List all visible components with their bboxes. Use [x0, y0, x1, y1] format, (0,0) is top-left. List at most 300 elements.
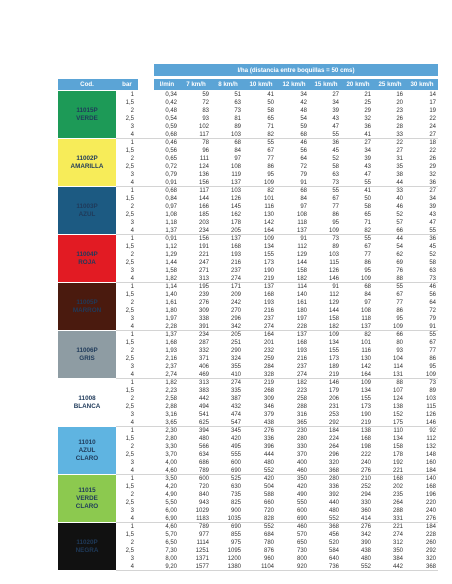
value-cell: 55: [364, 236, 371, 242]
value-cell: 1371: [195, 556, 209, 562]
value-cell: 414: [360, 516, 371, 522]
value-cell: 108: [296, 212, 307, 218]
pressure-cell: 3: [130, 508, 134, 514]
value-cell: 228: [425, 532, 436, 538]
value-cell: 600: [296, 508, 307, 514]
value-cell: 287: [198, 340, 209, 346]
value-cell: 552: [263, 524, 274, 530]
value-cell: 173: [263, 260, 274, 266]
nozzle-code: [58, 107, 116, 123]
value-cell: 288: [392, 508, 403, 514]
pressure-cell: 3: [130, 124, 134, 130]
value-cell: 552: [360, 564, 371, 570]
value-cell: 72: [429, 308, 436, 314]
value-cell: 36: [429, 236, 436, 242]
pressure-cell: 1,5: [125, 100, 134, 106]
value-cell: 79: [300, 172, 307, 178]
value-cell: 276: [360, 468, 371, 474]
value-cell: 221: [198, 252, 209, 258]
pressure-cell: 4: [130, 564, 134, 570]
group-separator: [116, 426, 438, 427]
value-cell: 43: [364, 164, 371, 170]
value-cell: 550: [296, 500, 307, 506]
value-cell: 46: [300, 140, 307, 146]
value-cell: 184: [328, 428, 339, 434]
pressure-cell: 1,5: [125, 436, 134, 442]
value-cell: 228: [296, 324, 307, 330]
value-cell: 112: [329, 292, 339, 298]
value-cell: 175: [392, 420, 403, 426]
value-cell: 320: [425, 556, 436, 562]
value-cell: 193: [296, 348, 307, 354]
pressure-cell: 2,5: [125, 116, 134, 122]
pressure-cell: 2: [130, 492, 134, 498]
value-cell: 117: [199, 188, 209, 194]
value-cell: 1,37: [165, 332, 177, 338]
value-cell: 119: [231, 172, 241, 178]
value-cell: 2,16: [165, 356, 177, 362]
nozzle-code: [58, 155, 116, 171]
value-cell: 280: [296, 436, 307, 442]
value-cell: 112: [426, 436, 436, 442]
value-cell: 93: [396, 348, 403, 354]
value-cell: 5,50: [165, 500, 177, 506]
pressure-cell: 2,5: [125, 548, 134, 554]
value-cell: 47: [429, 220, 436, 226]
pressure-cell: 4: [130, 228, 134, 234]
group-separator: [116, 234, 438, 235]
value-cell: 162: [230, 212, 241, 218]
pressure-cell: 1: [130, 524, 134, 530]
value-cell: 86: [429, 356, 436, 362]
value-cell: 36: [429, 180, 436, 186]
value-cell: 271: [198, 268, 209, 274]
nozzle-code-line: CLARO: [75, 455, 99, 462]
pressure-cell: 1: [130, 236, 134, 242]
value-cell: 330: [360, 500, 371, 506]
value-cell: 0,54: [165, 116, 177, 122]
col-header-8kmh: 8 km/h: [212, 79, 244, 90]
value-cell: 114: [393, 364, 403, 370]
value-cell: 330: [296, 444, 307, 450]
value-cell: 480: [198, 436, 209, 442]
value-cell: 876: [263, 548, 274, 554]
value-cell: 368: [425, 564, 436, 570]
nozzle-code: [58, 203, 116, 219]
value-cell: 103: [328, 252, 339, 258]
value-cell: 205: [230, 332, 241, 338]
value-cell: 40: [396, 196, 403, 202]
value-cell: 342: [230, 324, 241, 330]
col-header-cod: Cod.: [58, 79, 116, 90]
value-cell: 219: [328, 372, 339, 378]
value-cell: 0,68: [165, 132, 177, 138]
value-cell: 190: [263, 268, 274, 274]
value-cell: 58: [364, 204, 371, 210]
value-cell: 56: [300, 148, 307, 154]
value-cell: 55: [332, 132, 339, 138]
pressure-cell: 1,5: [125, 388, 134, 394]
value-cell: 86: [267, 164, 274, 170]
value-cell: 205: [230, 228, 241, 234]
value-cell: 109: [392, 324, 403, 330]
value-cell: 26: [429, 156, 436, 162]
nozzle-code: [58, 487, 116, 511]
value-cell: 89: [234, 124, 241, 130]
nozzle-code-line: 11010: [78, 439, 96, 446]
value-cell: 145: [230, 204, 241, 210]
value-cell: 62: [396, 252, 403, 258]
value-cell: 264: [328, 444, 339, 450]
value-cell: 84: [364, 292, 371, 298]
value-cell: 155: [360, 396, 371, 402]
value-cell: 148: [425, 452, 436, 458]
pressure-cell: 2,5: [125, 356, 134, 362]
value-cell: 237: [230, 268, 241, 274]
value-cell: 264: [392, 500, 403, 506]
value-cell: 168: [360, 436, 371, 442]
value-cell: 69: [396, 260, 403, 266]
value-cell: 855: [230, 532, 241, 538]
value-cell: 73: [332, 180, 339, 186]
value-cell: 1,82: [165, 380, 177, 386]
value-cell: 4,00: [165, 460, 177, 466]
value-cell: 86: [396, 308, 403, 314]
value-cell: 1,40: [165, 292, 177, 298]
value-cell: 2,23: [165, 388, 177, 394]
nozzle-code: [58, 439, 116, 463]
value-cell: 19: [429, 108, 436, 114]
value-cell: 223: [296, 388, 307, 394]
group-separator: [116, 522, 438, 523]
value-cell: 28: [396, 124, 403, 130]
value-cell: 89: [332, 244, 339, 250]
pressure-cell: 2: [130, 444, 134, 450]
value-cell: 2,80: [165, 436, 177, 442]
value-cell: 136: [198, 172, 209, 178]
pressure-cell: 2: [130, 252, 134, 258]
value-cell: 390: [360, 540, 371, 546]
value-cell: 316: [296, 412, 307, 418]
value-cell: 164: [263, 228, 274, 234]
value-cell: 22: [429, 116, 436, 122]
pressure-cell: 2,5: [125, 500, 134, 506]
value-cell: 690: [296, 516, 307, 522]
pressure-cell: 1: [130, 188, 134, 194]
value-cell: 164: [360, 372, 371, 378]
value-cell: 109: [360, 276, 371, 282]
value-cell: 52: [396, 212, 403, 218]
pressure-cell: 2: [130, 108, 134, 114]
value-cell: 44: [396, 180, 403, 186]
value-cell: 1183: [196, 516, 209, 522]
value-cell: 22: [396, 140, 403, 146]
value-cell: 231: [328, 404, 339, 410]
value-cell: 54: [300, 116, 307, 122]
group-separator: [116, 330, 438, 331]
value-cell: 280: [328, 476, 339, 482]
nozzle-code-line: 11015P: [76, 107, 98, 114]
value-cell: 379: [263, 412, 274, 418]
value-cell: 160: [425, 460, 436, 466]
value-cell: 137: [263, 284, 274, 290]
value-cell: 371: [198, 356, 209, 362]
value-cell: 156: [198, 236, 209, 242]
value-cell: 103: [425, 396, 436, 402]
pressure-cell: 3: [130, 412, 134, 418]
value-cell: 126: [425, 412, 436, 418]
value-cell: 166: [198, 204, 209, 210]
value-cell: 2,30: [165, 428, 177, 434]
value-cell: 394: [198, 428, 209, 434]
value-cell: 460: [296, 468, 307, 474]
value-cell: 268: [263, 388, 274, 394]
value-cell: 102: [198, 124, 209, 130]
value-cell: 1,82: [165, 276, 177, 282]
value-cell: 27: [332, 92, 339, 98]
value-cell: 168: [296, 340, 307, 346]
value-cell: 828: [263, 516, 274, 522]
pressure-cell: 4: [130, 468, 134, 474]
value-cell: 840: [198, 492, 209, 498]
value-cell: 240: [360, 460, 371, 466]
nozzle-code-line: NEGRA: [75, 547, 99, 554]
value-cell: 541: [198, 412, 209, 418]
value-cell: 45: [429, 244, 436, 250]
value-cell: 1,37: [165, 228, 177, 234]
value-cell: 95: [267, 172, 274, 178]
value-cell: 51: [234, 92, 241, 98]
value-cell: 570: [296, 532, 307, 538]
value-cell: 650: [296, 540, 307, 546]
value-cell: 387: [230, 396, 241, 402]
value-cell: 1,12: [165, 244, 177, 250]
value-cell: 3,16: [165, 412, 177, 418]
value-cell: 9,20: [165, 564, 177, 570]
value-cell: 391: [198, 324, 209, 330]
value-cell: 566: [198, 444, 209, 450]
value-cell: 3,70: [165, 452, 177, 458]
value-cell: 155: [263, 252, 274, 258]
value-cell: 80: [396, 340, 403, 346]
value-cell: 45: [332, 148, 339, 154]
value-cell: 1,29: [165, 252, 177, 258]
value-cell: 52: [429, 252, 436, 258]
value-cell: 260: [425, 540, 436, 546]
value-cell: 58: [332, 164, 339, 170]
value-cell: 55: [396, 284, 403, 290]
value-cell: 552: [328, 516, 339, 522]
value-cell: 825: [230, 500, 241, 506]
value-cell: 86: [364, 260, 371, 266]
value-cell: 294: [360, 492, 371, 498]
value-cell: 96: [202, 148, 209, 154]
value-cell: 1577: [195, 564, 209, 570]
value-cell: 6,90: [165, 516, 177, 522]
value-cell: 4,20: [165, 484, 177, 490]
value-cell: 130: [263, 212, 274, 218]
value-cell: 900: [230, 508, 241, 514]
value-cell: 259: [263, 356, 274, 362]
value-cell: 368: [328, 468, 339, 474]
value-cell: 4,60: [165, 524, 177, 530]
pressure-cell: 3: [130, 172, 134, 178]
value-cell: 55: [429, 332, 436, 338]
value-cell: 68: [300, 188, 307, 194]
value-cell: 2,28: [165, 324, 177, 330]
nozzle-code-line: BLANCA: [73, 403, 101, 410]
value-cell: 193: [230, 252, 241, 258]
value-cell: 1,44: [165, 260, 177, 266]
pressure-cell: 2: [130, 156, 134, 162]
value-cell: 420: [263, 476, 274, 482]
value-cell: 109: [425, 372, 436, 378]
value-cell: 328: [263, 372, 274, 378]
group-separator: [116, 138, 438, 139]
value-cell: 65: [267, 116, 274, 122]
value-cell: 55: [267, 140, 274, 146]
value-cell: 109: [360, 380, 371, 386]
value-cell: 82: [364, 228, 371, 234]
value-cell: 72: [202, 100, 209, 106]
value-cell: 95: [332, 220, 339, 226]
value-cell: 600: [230, 460, 241, 466]
value-cell: 197: [296, 316, 307, 322]
value-cell: 97: [364, 300, 371, 306]
value-cell: 296: [328, 452, 339, 458]
value-cell: 91: [332, 284, 339, 290]
value-cell: 296: [230, 316, 241, 322]
pressure-cell: 2: [130, 348, 134, 354]
value-cell: 56: [429, 292, 436, 298]
value-cell: 292: [425, 548, 436, 554]
value-cell: 63: [332, 172, 339, 178]
value-cell: 469: [198, 372, 209, 378]
value-cell: 109: [328, 228, 339, 234]
col-header-12kmh: 12 km/h: [278, 79, 310, 90]
value-cell: 68: [364, 284, 371, 290]
value-cell: 420: [296, 484, 307, 490]
value-cell: 23: [396, 108, 403, 114]
value-cell: 547: [230, 420, 241, 426]
pressure-cell: 2: [130, 204, 134, 210]
pressure-cell: 4: [130, 420, 134, 426]
value-cell: 138: [392, 404, 403, 410]
value-cell: 3,65: [165, 420, 177, 426]
value-cell: 137: [360, 324, 371, 330]
value-cell: 216: [230, 260, 241, 266]
value-cell: 780: [263, 540, 274, 546]
value-cell: 4,60: [165, 468, 177, 474]
value-cell: 442: [392, 564, 403, 570]
pressure-cell: 3: [130, 460, 134, 466]
pressure-cell: 3: [130, 556, 134, 562]
value-cell: 420: [230, 436, 241, 442]
value-cell: 2,37: [165, 364, 177, 370]
value-cell: 27: [364, 140, 371, 146]
value-cell: 178: [392, 452, 403, 458]
value-cell: 84: [300, 196, 307, 202]
col-header-20kmh: 20 km/h: [342, 79, 374, 90]
value-cell: 82: [267, 188, 274, 194]
value-cell: 18: [429, 140, 436, 146]
value-cell: 1,18: [165, 220, 177, 226]
value-cell: 46: [396, 204, 403, 210]
value-cell: 209: [230, 292, 241, 298]
nozzle-code-line: 11008: [78, 395, 96, 402]
value-cell: 191: [198, 244, 209, 250]
value-cell: 103: [230, 188, 241, 194]
value-cell: 26: [396, 116, 403, 122]
value-cell: 290: [230, 348, 241, 354]
value-cell: 234: [198, 332, 209, 338]
value-cell: 50: [267, 100, 274, 106]
value-cell: 35: [396, 164, 403, 170]
value-cell: 350: [296, 476, 307, 482]
value-cell: 977: [198, 532, 209, 538]
value-cell: 42: [300, 100, 307, 106]
value-cell: 39: [364, 156, 371, 162]
value-cell: 41: [267, 92, 274, 98]
value-cell: 0,72: [165, 164, 177, 170]
value-cell: 129: [296, 252, 307, 258]
value-cell: 184: [425, 468, 436, 474]
value-cell: 274: [296, 372, 307, 378]
pressure-cell: 2,5: [125, 308, 134, 314]
value-cell: 68: [300, 132, 307, 138]
value-cell: 109: [263, 236, 274, 242]
pressure-cell: 1,5: [125, 292, 134, 298]
value-cell: 117: [199, 132, 209, 138]
value-cell: 67: [429, 340, 436, 346]
col-header-bar: bar: [116, 79, 138, 90]
value-cell: 101: [360, 340, 371, 346]
value-cell: 206: [328, 396, 339, 402]
pressure-cell: 4: [130, 132, 134, 138]
value-cell: 66: [396, 332, 403, 338]
value-cell: 288: [296, 404, 307, 410]
value-cell: 313: [198, 380, 209, 386]
value-cell: 72: [300, 164, 307, 170]
nozzle-code-line: AZUL: [78, 211, 96, 218]
value-cell: 383: [198, 388, 209, 394]
value-cell: 24: [429, 124, 436, 130]
value-cell: 232: [263, 348, 274, 354]
value-cell: 736: [328, 564, 339, 570]
pressure-cell: 3: [130, 316, 134, 322]
pressure-cell: 2,5: [125, 164, 134, 170]
value-cell: 552: [263, 468, 274, 474]
value-cell: 230: [296, 428, 307, 434]
value-cell: 730: [296, 548, 307, 554]
value-cell: 0,65: [165, 156, 177, 162]
group-separator: [116, 474, 438, 475]
value-cell: 77: [396, 300, 403, 306]
value-cell: 219: [263, 276, 274, 282]
value-cell: 89: [429, 388, 436, 394]
value-cell: 168: [425, 484, 436, 490]
value-cell: 73: [429, 380, 436, 386]
value-cell: 41: [364, 132, 371, 138]
value-cell: 43: [332, 116, 339, 122]
value-cell: 251: [230, 340, 241, 346]
group-separator: [116, 282, 438, 283]
value-cell: 20: [396, 100, 403, 106]
value-cell: 0,91: [165, 180, 177, 186]
value-cell: 110: [393, 428, 403, 434]
value-cell: 1104: [261, 564, 274, 570]
value-cell: 182: [296, 380, 307, 386]
